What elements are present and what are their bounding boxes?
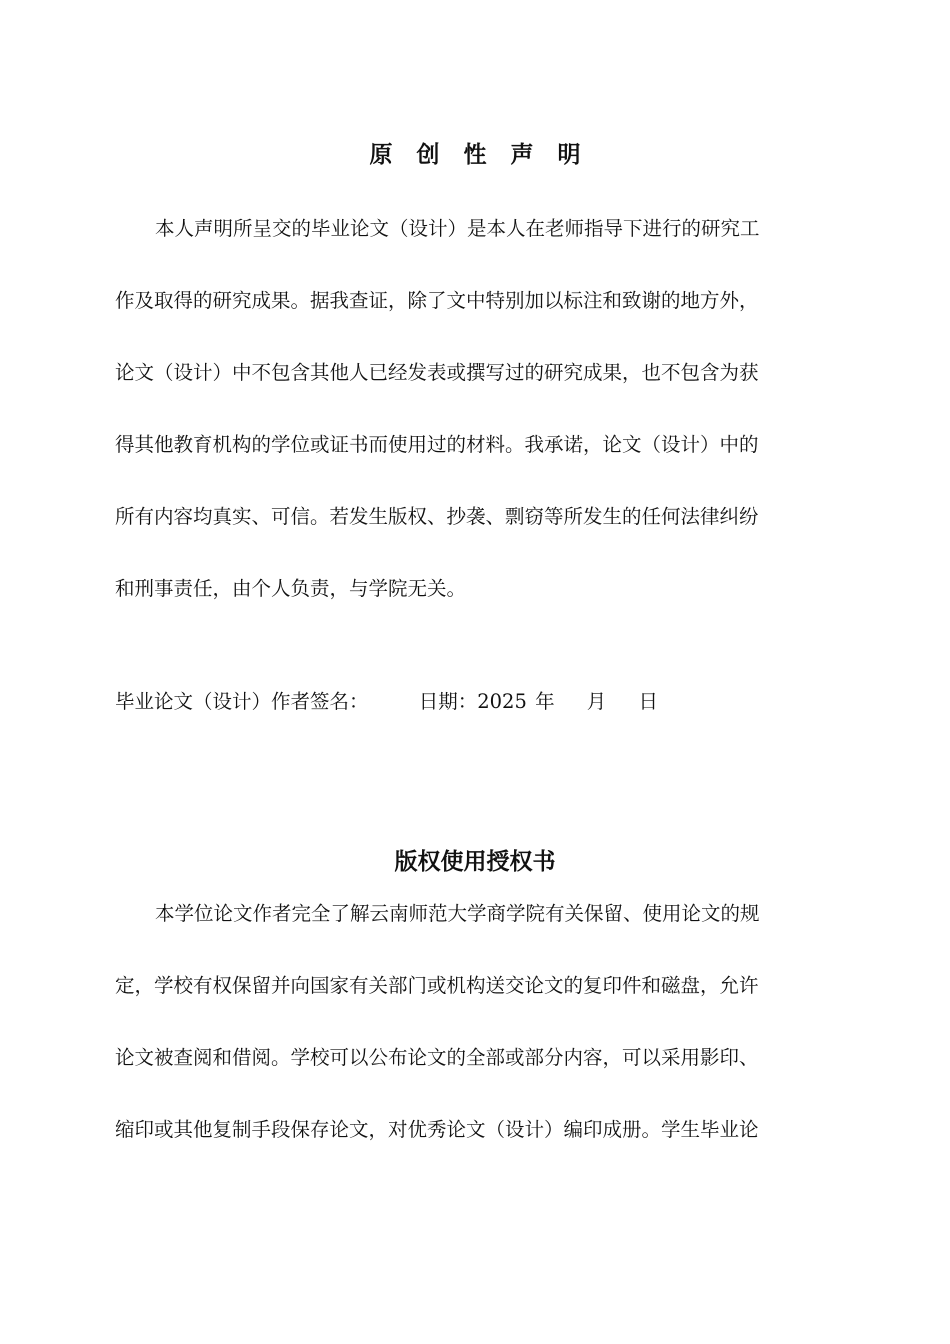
paragraph-line: 论文（设计）中不包含其他人已经发表或撰写过的研究成果，也不包含为获	[115, 361, 759, 384]
originality-statement-title: 原 创 性 声 明	[369, 142, 589, 168]
copyright-authorization-body	[115, 878, 851, 1166]
paragraph-line: 论文被查阅和借阅。学校可以公布论文的全部或部分内容，可以采用影印、	[115, 1046, 759, 1069]
paragraph-line: 定，学校有权保留并向国家有关部门或机构送交论文的复印件和磁盘，允许	[115, 974, 759, 997]
paragraph-line: 所有内容均真实、可信。若发生版权、抄袭、剽窃等所发生的任何法律纠纷	[115, 505, 759, 528]
date-label: 日期：	[418, 690, 478, 713]
paragraph-line: 作及取得的研究成果。据我查证，除了文中特别加以标注和致谢的地方外，	[115, 289, 759, 312]
paragraph-line: 得其他教育机构的学位或证书而使用过的材料。我承诺，论文（设计）中的	[115, 433, 759, 456]
copyright-authorization-title: 版权使用授权书	[394, 849, 556, 875]
paragraph-line: 和刑事责任，由个人负责，与学院无关。	[115, 577, 467, 600]
paragraph-line: 本学位论文作者完全了解云南师范大学商学院有关保留、使用论文的规	[155, 902, 760, 925]
originality-statement-body	[115, 193, 851, 625]
signature-row	[115, 686, 851, 718]
date-year-unit: 年	[535, 690, 555, 713]
date-year: 2025	[477, 690, 527, 713]
author-signature-label: 毕业论文（设计）作者签名：	[115, 690, 369, 713]
date-month-unit: 月	[586, 690, 607, 713]
paragraph-line: 本人声明所呈交的毕业论文（设计）是本人在老师指导下进行的研究工	[155, 217, 760, 240]
paragraph-line: 缩印或其他复制手段保存论文，对优秀论文（设计）编印成册。学生毕业论	[115, 1118, 759, 1141]
date-day-unit: 日	[638, 690, 659, 713]
